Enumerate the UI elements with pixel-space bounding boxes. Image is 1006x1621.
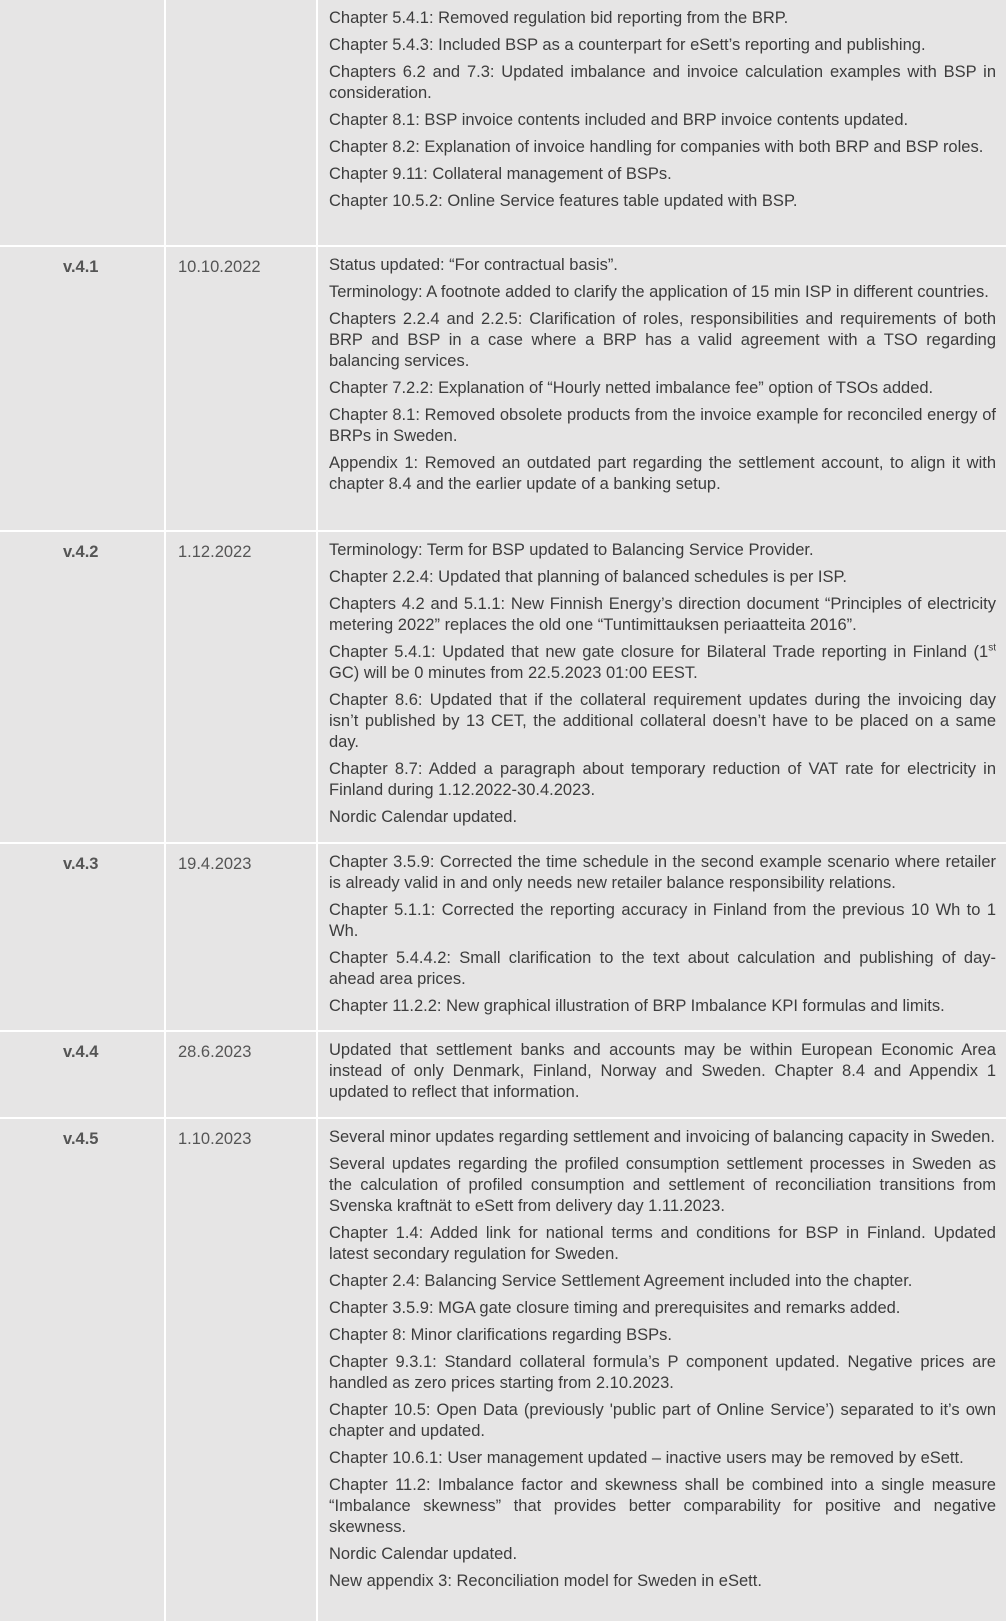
table-row <box>0 1032 1006 1117</box>
date-cell: 19.4.2023 <box>166 844 316 1030</box>
change-item: Terminology: A footnote added to clarify the application of 15 min ISP in different countries. <box>329 283 989 301</box>
changes-cell <box>318 532 1006 842</box>
changes-cell <box>318 1119 1006 1621</box>
version-cell: v.4.3 <box>0 844 164 1030</box>
change-item: Nordic Calendar updated. <box>329 808 518 826</box>
date-cell: 10.10.2022 <box>166 247 316 530</box>
change-item: Chapters 6.2 and 7.3: Updated imbalance and invoice calculation examples with BSP in consideration. <box>329 63 996 102</box>
change-item: Chapter 8.7: Added a paragraph about temporary reduction of VAT rate for electricity in Finland during 1.12.2022-30.4.2023. <box>329 760 996 799</box>
table-row <box>0 844 1006 1030</box>
date-cell: 1.10.2023 <box>166 1119 316 1621</box>
table-row <box>0 0 1006 245</box>
change-item: Terminology: Term for BSP updated to Balancing Service Provider. <box>329 541 814 559</box>
change-item: Chapter 8.1: Removed obsolete products from the invoice example for reconciled energy of BRPs in Sweden. <box>329 406 996 445</box>
date-cell <box>166 0 316 245</box>
date-cell: 1.12.2022 <box>166 532 316 842</box>
change-item: Several updates regarding the profiled consumption settlement processes in Sweden as the calculation of profiled consumption and settlement of reconciliation transitions from Svenska kraftnät to eSett from delivery day 1.11.2023. <box>329 1155 996 1215</box>
change-item: Status updated: “For contractual basis”. <box>329 256 618 274</box>
change-item: Chapter 11.2: Imbalance factor and skewness shall be combined into a single measure “Imbalance skewness” that provides better comparability for positive and negative skewness. <box>329 1476 996 1536</box>
changes-cell <box>318 1032 1006 1117</box>
version-cell <box>0 0 164 245</box>
change-item: Chapter 8.2: Explanation of invoice handling for companies with both BRP and BSP roles. <box>329 138 984 156</box>
changes-cell <box>318 844 1006 1030</box>
version-cell: v.4.4 <box>0 1032 164 1117</box>
change-item: Chapter 11.2.2: New graphical illustration of BRP Imbalance KPI formulas and limits. <box>329 997 945 1015</box>
date-cell: 28.6.2023 <box>166 1032 316 1117</box>
change-item: Chapter 5.4.4.2: Small clarification to the text about calculation and publishing of day-ahead area prices. <box>329 949 996 988</box>
change-item: Chapter 2.2.4: Updated that planning of balanced schedules is per ISP. <box>329 568 847 586</box>
change-item: Chapter 8.6: Updated that if the collateral requirement updates during the invoicing day isn’t published by 13 CET, the additional collateral doesn’t have to be placed on a same day. <box>329 691 996 751</box>
change-item: Chapter 5.4.1: Removed regulation bid reporting from the BRP. <box>329 9 789 27</box>
change-item: Chapter 2.4: Balancing Service Settlement Agreement included into the chapter. <box>329 1272 913 1290</box>
change-item: Chapter 10.5: Open Data (previously 'public part of Online Service’) separated to it’s own chapter and updated. <box>329 1401 996 1440</box>
change-item: Chapter 3.5.9: Corrected the time schedule in the second example scenario where retailer is already valid in and only needs new retailer balance responsibility relations. <box>329 853 996 892</box>
change-item: Chapter 10.6.1: User management updated – inactive users may be removed by eSett. <box>329 1449 964 1467</box>
change-item: Chapter 5.4.3: Included BSP as a counterpart for eSett’s reporting and publishing. <box>329 36 926 54</box>
change-item: Chapters 4.2 and 5.1.1: New Finnish Energy’s direction document “Principles of electricity metering 2022” replaces the old one “Tuntimittauksen periaatteita 2016”. <box>329 595 996 634</box>
change-item: Chapters 2.2.4 and 2.2.5: Clarification of roles, responsibilities and requirements of both BRP and BSP in a case where a BRP has a valid agreement with a TSO regarding balancing services. <box>329 310 996 370</box>
change-item: Chapter 7.2.2: Explanation of “Hourly netted imbalance fee” option of TSOs added. <box>329 379 934 397</box>
change-item: Chapter 8: Minor clarifications regarding BSPs. <box>329 1326 672 1344</box>
changes-cell <box>318 247 1006 530</box>
version-cell: v.4.2 <box>0 532 164 842</box>
change-item: Chapter 9.11: Collateral management of BSPs. <box>329 165 672 183</box>
table-row <box>0 1119 1006 1621</box>
change-item: Chapter 5.1.1: Corrected the reporting accuracy in Finland from the previous 10 Wh to 1 Wh. <box>329 901 996 940</box>
change-item: Chapter 1.4: Added link for national terms and conditions for BSP in Finland. Updated latest secondary regulation for Sweden. <box>329 1224 996 1263</box>
changes-cell <box>318 0 1006 245</box>
table-row <box>0 532 1006 842</box>
change-item: Chapter 3.5.9: MGA gate closure timing and prerequisites and remarks added. <box>329 1299 901 1317</box>
change-item: New appendix 3: Reconciliation model for Sweden in eSett. <box>329 1572 762 1590</box>
version-cell: v.4.1 <box>0 247 164 530</box>
change-item: Chapter 5.4.1: Updated that new gate closure for Bilateral Trade reporting in Finland (1st GC) will be 0 minutes from 22.5.2023 01:00 EEST. <box>329 642 996 682</box>
table-row <box>0 247 1006 530</box>
change-item: Nordic Calendar updated. <box>329 1545 518 1563</box>
change-item: Chapter 8.1: BSP invoice contents included and BRP invoice contents updated. <box>329 111 909 129</box>
change-item: Appendix 1: Removed an outdated part regarding the settlement account, to align it with chapter 8.4 and the earlier update of a banking setup. <box>329 454 996 493</box>
change-item: Chapter 9.3.1: Standard collateral formula’s P component updated. Negative prices are handled as zero prices starting from 2.10.2023. <box>329 1353 996 1392</box>
change-item: Chapter 10.5.2: Online Service features table updated with BSP. <box>329 192 798 210</box>
change-item: Several minor updates regarding settlement and invoicing of balancing capacity in Sweden. <box>329 1128 995 1146</box>
change-item: Updated that settlement banks and accounts may be within European Economic Area instead of only Denmark, Finland, Norway and Sweden. Chapter 8.4 and Appendix 1 updated to reflect that information. <box>329 1041 996 1101</box>
version-cell: v.4.5 <box>0 1119 164 1621</box>
